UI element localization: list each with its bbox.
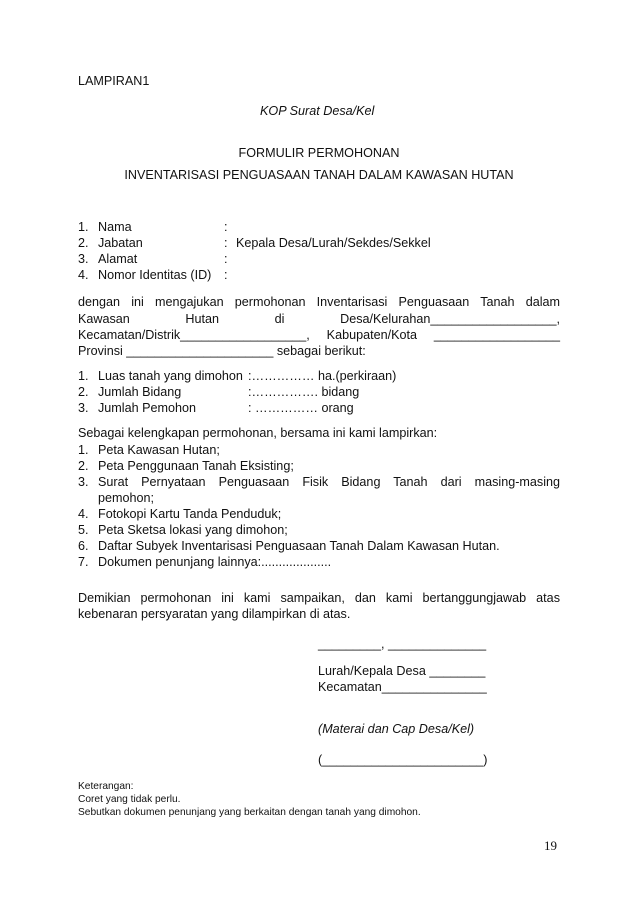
identity-num: 2. [78,236,89,250]
attachments-list [78,442,560,570]
identity-label: Jabatan [98,236,143,250]
signature-position: Lurah/Kepala Desa ________ [318,664,486,678]
detail-label: Jumlah Bidang [98,385,182,399]
attachments-intro: Sebagai kelengkapan permohonan, bersama ini kami lampirkan: [78,426,438,440]
attachment-num: 6. [78,539,89,553]
signature-date-line: _________, ______________ [318,637,487,651]
attachment-text: Daftar Subyek Inventarisasi Penguasaan Tanah Dalam Kawasan Hutan. [98,539,500,553]
attachment-item [78,506,560,522]
identity-num: 4. [78,268,89,282]
attachment-label: LAMPIRAN1 [78,74,150,88]
detail-value: : …………… orang [248,401,354,415]
request-line: Kecamatan/Distrik__________________, Kabupaten/Kota __________________ [78,328,560,342]
attachment-num: 5. [78,523,89,537]
signature-district: Kecamatan_______________ [318,680,487,694]
closing-line: kebenaran persyaratan yang dilampirkan di atas. [78,607,351,621]
attachment-text: Peta Sketsa lokasi yang dimohon; [98,523,288,537]
closing-line: Demikian permohonan ini kami sampaikan, dan kami bertanggungjawab atas [78,591,560,605]
notes-line: Coret yang tidak perlu. [78,794,181,805]
detail-value: :……………. bidang [248,385,360,399]
detail-row-plots [78,384,560,400]
attachment-item [78,522,560,538]
identity-row-id [78,267,560,283]
letterhead-placeholder: KOP Surat Desa/Kel [260,104,375,118]
attachment-num: 2. [78,459,89,473]
request-line: Provinsi _____________________ sebagai berikut: [78,344,366,358]
signature-name-line: (_______________________) [318,753,488,767]
identity-value: Kepala Desa/Lurah/Sekdes/Sekkel [236,236,431,250]
detail-row-area [78,368,560,384]
identity-colon: : [224,220,228,234]
detail-label: Jumlah Pemohon [98,401,197,415]
identity-list [78,219,560,283]
attachment-item-continuation [78,490,560,506]
attachment-item [78,442,560,458]
stamp-placeholder: (Materai dan Cap Desa/Kel) [318,722,475,736]
detail-num: 2. [78,385,89,399]
detail-num: 1. [78,369,89,383]
detail-num: 3. [78,401,89,415]
attachment-text: Peta Penggunaan Tanah Eksisting; [98,459,294,473]
request-line: Kawasan Hutan di Desa/Kelurahan__________________, [78,312,560,326]
form-title: FORMULIR PERMOHONAN [238,146,400,160]
attachment-num: 3. [78,475,89,489]
attachment-item [78,538,560,554]
detail-label: Luas tanah yang dimohon [98,369,243,383]
page-number: 19 [544,838,557,853]
notes-heading: Keterangan: [78,781,134,792]
identity-row-name [78,219,560,235]
identity-label: Nama [98,220,132,234]
notes-line: Sebutkan dokumen penunjang yang berkaitan dengan tanah yang dimohon. [78,807,421,818]
details-list [78,368,560,416]
attachment-text: Dokumen penunjang lainnya:.................... [98,555,332,569]
attachment-num: 4. [78,507,89,521]
identity-colon: : [224,236,228,250]
identity-num: 1. [78,220,89,234]
identity-num: 3. [78,252,89,266]
attachment-item [78,474,560,490]
identity-row-address [78,251,560,267]
identity-row-position [78,235,560,251]
identity-label: Nomor Identitas (ID) [98,268,212,282]
attachment-num: 1. [78,443,89,457]
form-subtitle: INVENTARISASI PENGUASAAN TANAH DALAM KAWASAN HUTAN [124,168,514,182]
attachment-item [78,554,560,570]
identity-colon: : [224,252,228,266]
detail-row-applicants [78,400,560,416]
attachment-text: Surat Pernyataan Penguasaan Fisik Bidang Tanah dari masing-masing [98,475,560,489]
request-line: dengan ini mengajukan permohonan Inventarisasi Penguasaan Tanah dalam [78,295,560,309]
detail-value: :…………… ha.(perkiraan) [248,369,397,383]
attachment-num: 7. [78,555,89,569]
identity-label: Alamat [98,252,138,266]
attachment-text: Fotokopi Kartu Tanda Penduduk; [98,507,282,521]
identity-colon: : [224,268,228,282]
attachment-item [78,458,560,474]
attachment-text: Peta Kawasan Hutan; [98,443,220,457]
attachment-text: pemohon; [98,491,155,505]
